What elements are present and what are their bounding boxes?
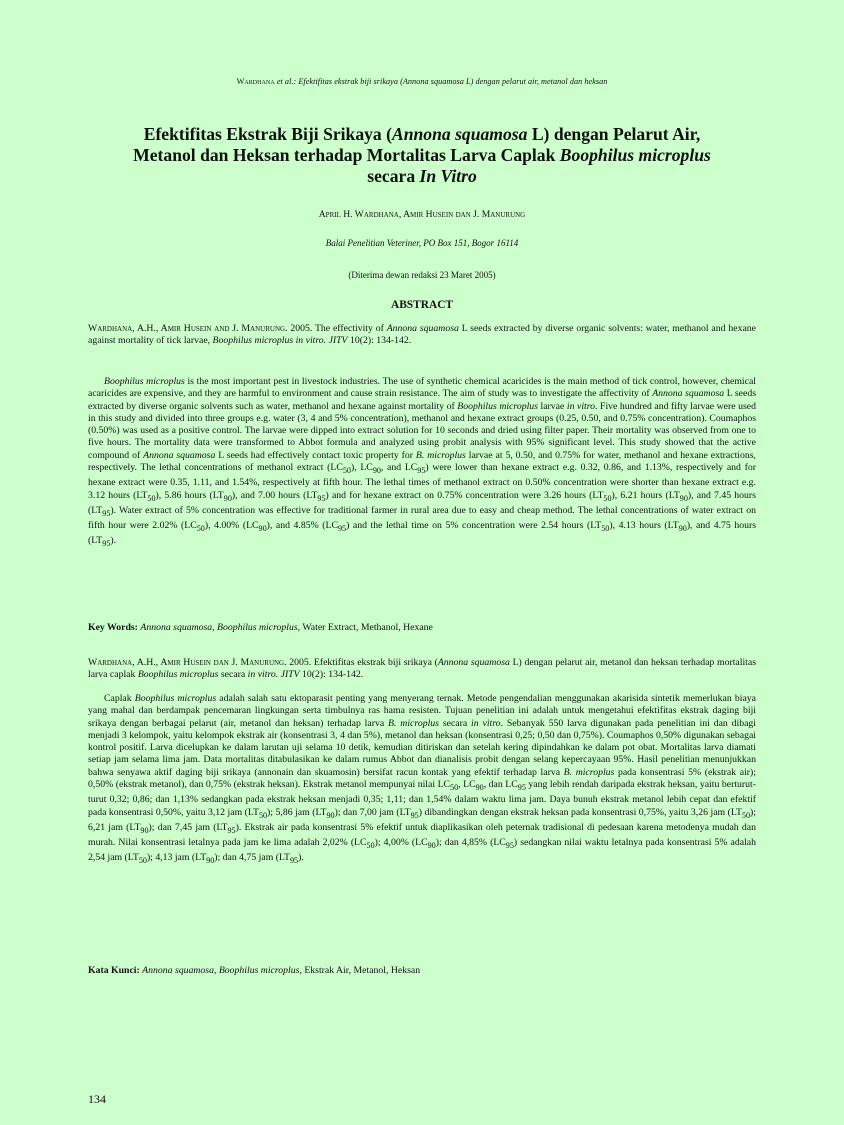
- subscript: 50: [258, 810, 268, 820]
- citation-journal: JITV: [280, 669, 300, 681]
- text-run: ). Water extract of 5% concentration was effective for traditional farmer in rural area due to easy and cheap method. The lethal concentrations of water extract on fifth hour were 2.02% (LC: [88, 504, 756, 532]
- citation-journal: JITV: [328, 335, 348, 347]
- affiliation: Balai Penelitian Veteriner, PO Box 151, Bogor 16114: [325, 238, 519, 248]
- citation-tick: Boophilus microplus: [137, 669, 219, 681]
- article-title: [80, 124, 764, 187]
- running-head: [88, 77, 756, 86]
- text-run: ), and 7.45 hours (LT: [88, 489, 756, 516]
- subscript: 90: [678, 524, 687, 534]
- abstract-english: [88, 376, 756, 551]
- text-run: yang lebih rendah daripada ekstrak heksan, yaitu berturut-turut 0,32; 0,86; dan 1,13% sedangkan pada ekstrak heksan menjadi 0,35; 1,11; dan 1,54% dalam waktu lima jam. Daya bunuh ekstrak metanol lebih cepat dan efektif pada konsentrasi 0,50%, yaitu 3,12 jam (LT: [88, 779, 756, 818]
- subscript: 50: [366, 841, 375, 851]
- text-run: ), 4.00% (LC: [204, 520, 259, 532]
- subscript: 50: [147, 493, 156, 503]
- citation-species: Annona squamosa: [386, 323, 459, 334]
- subscript: 95: [517, 783, 526, 793]
- citation-text: L) dengan pelarut air, metanol dan heksan terhadap mortalitas larva caplak: [88, 657, 756, 681]
- text-run: adalah salah satu ektoparasit penting yang menyerang ternak. Metode pengendalian menggunakan akarisida sintetik memerlukan biaya yang mahal dan berdampak pencemaran lingkungan serta timbulnya ras hama resisten. Tujuan penelitian ini adalah untuk mengetahui efektifitas ekstrak daging biji srikaya dengan berbagai pelarut (air, metanol dan heksan) terhadap larva: [88, 693, 756, 729]
- text-run: ), and 7.00 hours (LT: [231, 489, 318, 501]
- title-text: Efektifitas Ekstrak Biji Srikaya (: [143, 124, 392, 144]
- subscript: 90: [372, 466, 381, 476]
- text-run: ), LC: [350, 462, 373, 474]
- citation-in-vitro: in vitro.: [247, 669, 279, 681]
- citation-text: 10(2): 134-142.: [299, 669, 364, 681]
- text-run: ).: [110, 535, 117, 547]
- subscript: 50: [450, 783, 459, 793]
- text-run: L seeds extracted by diverse organic solvents such as water, methanol and hexane against mortality of: [88, 388, 757, 412]
- subscript: 95: [317, 493, 326, 503]
- text-run: ) sedangkan nilai waktu letalnya pada konsentrasi 5% adalah 2,54 jam (LT: [88, 837, 756, 864]
- title-in-vitro: In Vitro: [419, 166, 477, 186]
- text-run: , dan LC: [483, 779, 518, 791]
- citation-indonesian: [88, 657, 756, 682]
- subscript: 50: [603, 493, 612, 503]
- keywords-indonesian: [88, 965, 756, 977]
- text-run: ) and for hexane extract on 0.75% concentration were 3.26 hours (LT: [325, 489, 604, 501]
- text-run: ); dan 7,45 jam (LT: [148, 821, 228, 833]
- text-run: ), 4.13 hours (LT: [609, 520, 679, 532]
- citation-authors: Wardhana, A.H., Amir Husein dan J. Manurung.: [88, 657, 287, 668]
- title-text: secara: [367, 166, 420, 186]
- text-run: , LC: [458, 779, 476, 791]
- text-run: ); dan 7,00 jam (LT: [334, 806, 411, 818]
- text-run: Boophilus microplus: [134, 693, 217, 704]
- page-number: 134: [88, 1092, 106, 1106]
- abstract-indonesian: [88, 693, 756, 868]
- text-run: ) dibandingkan dengan ekstrak heksan pada konsentrasi 0,75%, yaitu 3,26 jam (LT: [418, 806, 742, 818]
- text-run: ). Ekstrak air pada konsentrasi 5% efektif untuk diaplikasikan oleh peternak tradisional di pedesaan karena metodenya mudah dan murah. Nilai konsentrasi letalnya pada jam ke lima adalah 2,02% (LC: [88, 821, 756, 849]
- title-tick-species: Boophilus microplus: [559, 145, 711, 165]
- text-run: Boophilus microplus: [457, 400, 538, 412]
- subscript: 90: [326, 810, 335, 820]
- text-run: larvae: [537, 400, 567, 412]
- text-run: ), 5.86 hours (LT: [155, 489, 224, 501]
- citation-authors: Wardhana, A.H., Amir Husein and J. Manurung.: [88, 323, 288, 334]
- keywords-rest: Water Extract, Methanol, Hexane: [300, 622, 433, 633]
- citation-tick: Boophilus microplus in vitro.: [212, 335, 327, 347]
- subscript: 50: [601, 524, 610, 534]
- subscript: 90: [679, 493, 688, 503]
- text-run: ); 6,21 jam (LT: [88, 806, 756, 833]
- citation-text: secara: [218, 669, 248, 681]
- subscript: 95: [338, 524, 347, 534]
- keywords-english: [88, 622, 756, 634]
- subscript: 50: [138, 856, 147, 866]
- text-run: ); dan 4,75 jam (LT: [214, 852, 290, 864]
- text-run: in vitro: [471, 717, 501, 729]
- running-head-authors: Wardhana: [236, 77, 275, 86]
- text-run: . Five hundred and fifty larvae were used in this study and divided into three groups e.g. water (3, 4 and 5% concentration), methanol and hexane extract groups (0.25, 0.50, and 0.75% concentration). Coumaphos (0.50%) was used as a positive control. The larvae were dipped into extract solution for 10 seconds and dried using filter paper. Their mortality was observed from one to five hours. The mortality data were transformed to Abbot formula and analyzed using probit analysis with 95% significant level. This study showed that the active compound of: [88, 400, 756, 461]
- subscript: 95: [410, 810, 419, 820]
- text-run: secara: [438, 717, 472, 729]
- subscript: 50: [342, 466, 351, 476]
- received-date: (Diterima dewan redaksi 23 Maret 2005): [348, 270, 496, 280]
- subscript: 90: [206, 856, 215, 866]
- citation-text: L seeds extracted by diverse organic solvents: water, methanol and hexane against mortality of tick larvae,: [88, 323, 756, 347]
- keywords-species: Annona squamosa, Boophilus microplus,: [140, 622, 301, 633]
- text-run: in vitro: [566, 400, 596, 412]
- text-run: ); 4,13 jam (LT: [146, 852, 207, 864]
- text-run: Boophilus microplus: [104, 376, 185, 387]
- title-text: L) dengan Pelarut Air,: [527, 124, 701, 144]
- subscript: 90: [427, 841, 436, 851]
- citation-text: 2005. The effectivity of: [287, 323, 387, 334]
- keywords-label: Kata Kunci:: [88, 965, 140, 976]
- abstract-heading: ABSTRACT: [390, 299, 454, 311]
- author-list: April H. Wardhana, Amir Husein dan J. Manurung: [318, 209, 526, 220]
- subscript: 90: [223, 493, 232, 503]
- subscript: 95: [102, 508, 111, 518]
- citation-text: 2005. Efektifitas ekstrak biji srikaya (: [286, 657, 438, 668]
- subscript: 95: [227, 825, 236, 835]
- keywords-species: Annona squamosa, Boophilus microplus,: [142, 965, 302, 976]
- text-run: ); dan 4,85% (LC: [435, 837, 506, 849]
- subscript: 95: [102, 539, 111, 549]
- subscript: 90: [258, 524, 267, 534]
- text-run: , and LC: [380, 462, 418, 474]
- text-run: ), and 4.75 hours (LT: [88, 520, 756, 547]
- keywords-rest: Ekstrak Air, Metanol, Heksan: [301, 965, 421, 976]
- subscript: 90: [475, 783, 484, 793]
- text-run: is the most important pest in livestock industries. The use of synthetic chemical acaricides is the main method of tick control, however, chemical acaricides are expensive, and they are harmful to environment and cause strain resistance. The aim of study was to investigate the affectivity of: [88, 376, 756, 400]
- subscript: 50: [741, 810, 751, 820]
- running-head-title: et al.: Efektifitas ekstrak biji srikaya (Annona squamosa L) dengan pelarut air, metanol dan heksan: [276, 77, 608, 86]
- text-run: Annona squamosa: [652, 388, 725, 400]
- citation-species: Annona squamosa: [437, 657, 510, 668]
- text-run: ) and the lethal time on 5% concentration were 2.54 hours (LT: [346, 520, 602, 532]
- text-run: . Sebanyak 550 larva digunakan pada penelitian ini dan dibagi menjadi 3 kelompok, yaitu kelompok ekstrak air (konsentrasi 3, 4 dan 5%), metanol dan heksan (konsentrasi 0,25; 0,50 dan 0,75%). Coumaphos 0,50% digunakan sebagai kontrol positif. Larva dicelupkan ke dalam larutan uji selama 10 detik, kemudian ditiriskan dan setelah kering dipindahkan ke dalam pot obat. Mortalitas larva diamati setiap jam selama lima jam. Data mortalitas ditabulasikan ke dalam rumus Abbot dan dianalisis probit dengan selang kepercayaan 95%. Hasil penelitian menunjukkan bahwa senyawa aktif daging biji srikaya (annonain dan skuamosin) bersifat racun kontak yang efektif terhadap larva: [88, 717, 757, 778]
- text-run: Annona squamosa: [143, 449, 216, 461]
- subscript: 95: [505, 841, 514, 851]
- subscript: 90: [140, 825, 149, 835]
- subscript: 95: [417, 466, 426, 476]
- text-run: ), 6.21 hours (LT: [611, 489, 680, 501]
- title-text: Metanol dan Heksan terhadap Mortalitas Larva Caplak: [133, 145, 560, 165]
- text-run: ), and 4.85% (LC: [266, 520, 338, 532]
- text-run: B. microplus: [388, 717, 439, 729]
- title-species: Annona squamosa: [391, 124, 528, 144]
- text-run: pada konsentrasi 5% (ekstrak air); 0,50% (ekstrak metanol), dan 0,75% (ekstrak heksan). Ekstrak metanol mempunyai nilai LC: [88, 766, 756, 791]
- text-run: B. microplus: [415, 449, 466, 461]
- text-run: ).: [298, 852, 304, 864]
- citation-english: [88, 323, 756, 348]
- text-run: Caplak: [104, 693, 135, 704]
- text-run: ) were lower than hexane extract e.g. 0.32, 0.86, and 1.13%, respectively and for hexane extract were 0.35, 1.11, and 1.54%, respectively at fifth hour. The lethal times of methanol extract on 0.50% concentration were shorter than hexane extract e.g. 3.12 hours (LT: [88, 462, 756, 501]
- text-run: larvae at 5, 0.50, and 0.75% for water, methanol and hexane extractions, respectively. The lethal concentrations of methanol extract (LC: [88, 449, 756, 474]
- text-run: ); 4,00% (LC: [374, 837, 428, 849]
- text-run: L seeds had effectively contact toxic property for: [215, 449, 416, 461]
- citation-text: 10(2): 134-142.: [347, 335, 412, 347]
- text-run: B. microplus: [563, 766, 615, 778]
- text-run: ); 5,86 jam (LT: [267, 806, 327, 818]
- subscript: 50: [196, 524, 205, 534]
- subscript: 95: [290, 856, 299, 866]
- keywords-label: Key Words:: [88, 622, 138, 633]
